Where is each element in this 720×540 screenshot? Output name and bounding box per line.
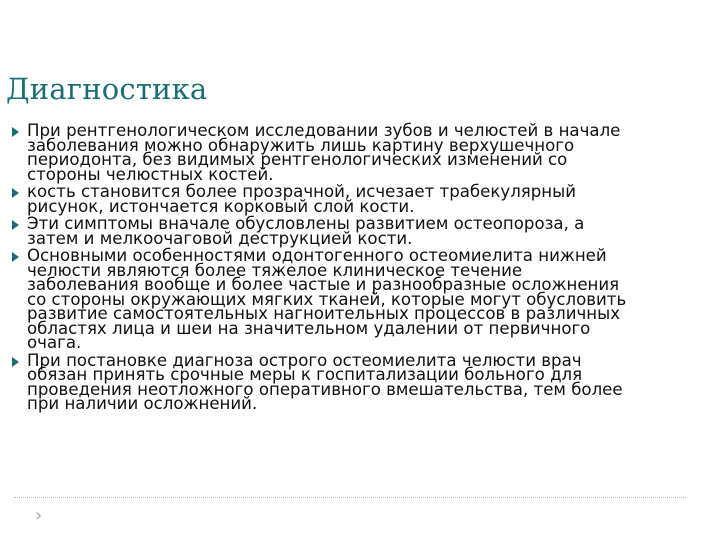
slide-title: Диагностика <box>6 72 208 106</box>
bullet-text: При рентгенологическом исследовании зубов и челюстей в начале заболевания можно обнаружить лишь картину верхушечного периодонта, без видимых рентгенологических изменений со стороны челюстных костей. <box>27 121 621 184</box>
triangle-bullet-icon <box>12 252 19 262</box>
triangle-bullet-icon <box>12 220 19 230</box>
triangle-bullet-icon <box>12 188 19 198</box>
bullet-item <box>8 182 638 216</box>
triangle-bullet-icon <box>12 357 19 367</box>
triangle-bullet-icon <box>12 127 19 137</box>
bullet-item <box>8 246 638 352</box>
bullet-item <box>8 214 638 248</box>
bullet-text: кость становится более прозрачной, исчезает трабекулярный рисунок, истончается корковый слой кости. <box>27 182 577 216</box>
bullet-text: Эти симптомы вначале обусловлены развитием остеопороза, а затем и мелкоочаговой деструкцией кости. <box>27 214 585 248</box>
bullet-list <box>8 121 638 415</box>
bullet-text: Основными особенностями одонтогенного остеомиелита нижней челюсти являются более тяжелое клиническое течение заболевания вообще и более частые и разнообразные осложнения со стороны окружающих мягких тканей, которые могут обусловить развитие самостоятельных нагноительных процессов в различных областях лица и шеи на значительном удалении от первичного очага. <box>27 246 627 352</box>
bullet-text: При постановке диагноза острого остеомиелита челюсти врач обязан принять срочные меры к госпитализации больного для проведения неотложного оперативного вмешательства, тем более при наличии осложнений. <box>27 350 623 413</box>
next-arrow-icon[interactable]: › <box>35 505 43 526</box>
bullet-item <box>8 121 638 184</box>
footer-divider <box>14 497 686 498</box>
bullet-item <box>8 350 638 413</box>
